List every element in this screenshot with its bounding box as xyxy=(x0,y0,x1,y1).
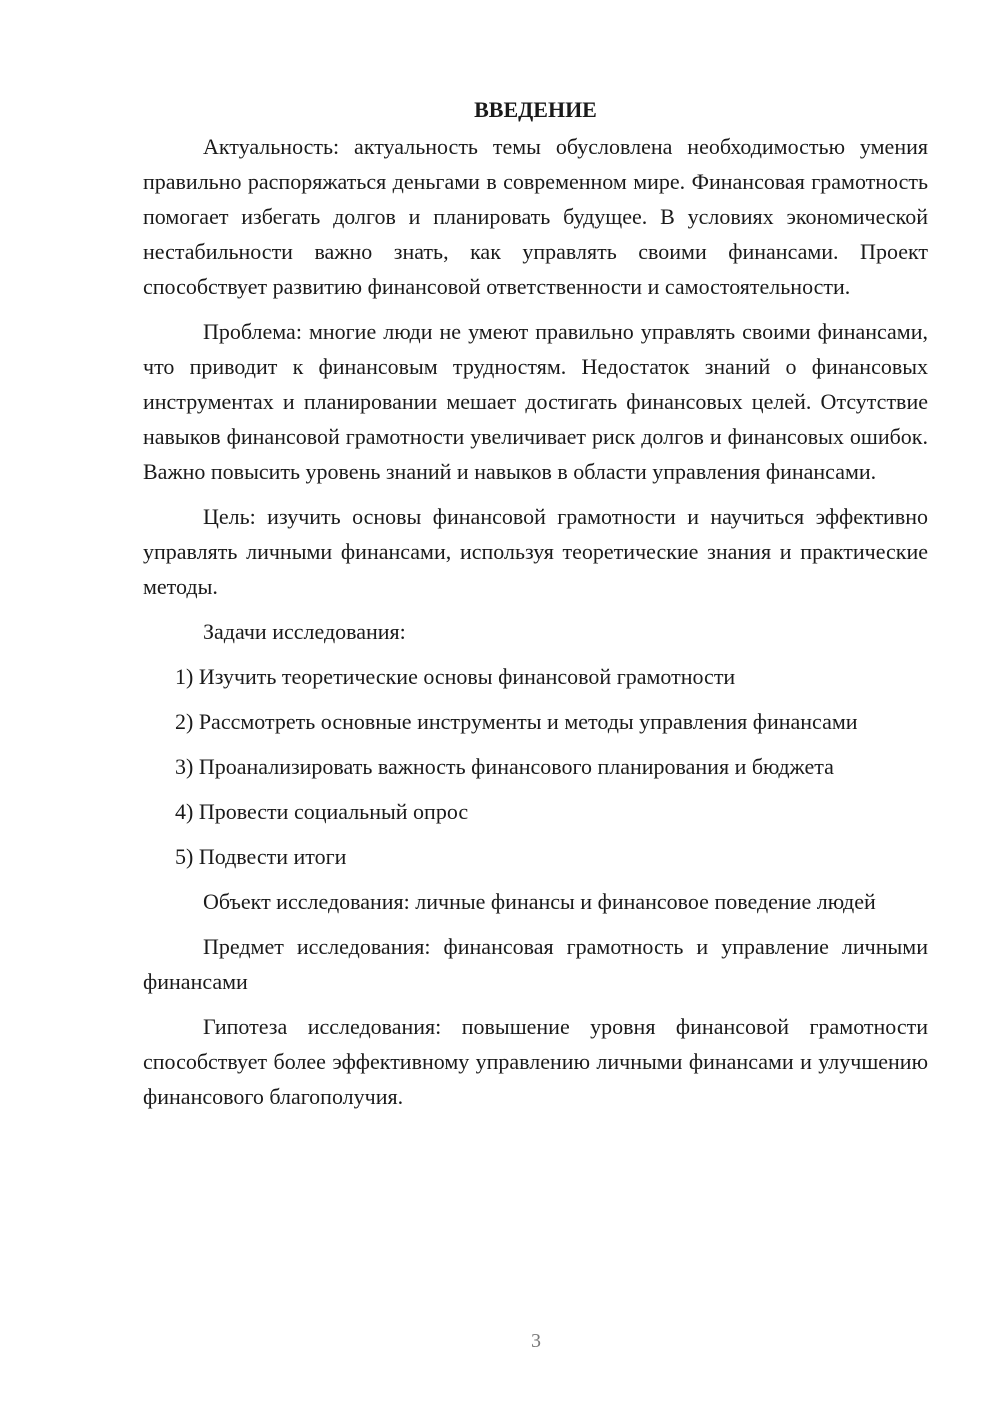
task-item-5: 5) Подвести итоги xyxy=(175,844,347,869)
paragraph-subject: Предмет исследования: финансовая грамотность и управление личными финансами xyxy=(143,934,928,994)
paragraph-object: Объект исследования: личные финансы и финансовое поведение людей xyxy=(203,889,876,914)
paragraph-tasks-heading: Задачи исследования: xyxy=(203,619,406,644)
paragraph-goal: Цель: изучить основы финансовой грамотности и научиться эффективно управлять личными финансами, используя теоретические знания и практические методы. xyxy=(143,504,928,599)
document-page xyxy=(143,92,928,1124)
section-title: ВВЕДЕНИЕ xyxy=(474,97,597,122)
paragraph-relevance: Актуальность: актуальность темы обусловлена необходимостью умения правильно распоряжаться деньгами в современном мире. Финансовая грамотность помогает избегать долгов и планировать будущее. В условиях экономической нестабильности важно знать, как управлять своими финансами. Проект способствует развитию финансовой ответственности и самостоятельности. xyxy=(143,134,928,299)
task-item-4: 4) Провести социальный опрос xyxy=(175,799,469,824)
task-item-1: 1) Изучить теоретические основы финансовой грамотности xyxy=(175,664,736,689)
paragraph-problem: Проблема: многие люди не умеют правильно управлять своими финансами, что приводит к финансовым трудностям. Недостаток знаний о финансовых инструментах и планировании мешает достигать финансовых целей. Отсутствие навыков финансовой грамотности увеличивает риск долгов и финансовых ошибок. Важно повысить уровень знаний и навыков в области управления финансами. xyxy=(143,319,928,484)
page-number: 3 xyxy=(531,1330,541,1352)
task-item-2: 2) Рассмотреть основные инструменты и методы управления финансами xyxy=(175,709,858,734)
task-item-3: 3) Проанализировать важность финансового планирования и бюджета xyxy=(175,754,834,779)
paragraph-hypothesis: Гипотеза исследования: повышение уровня финансовой грамотности способствует более эффективному управлению личными финансами и улучшению финансового благополучия. xyxy=(143,1014,928,1109)
